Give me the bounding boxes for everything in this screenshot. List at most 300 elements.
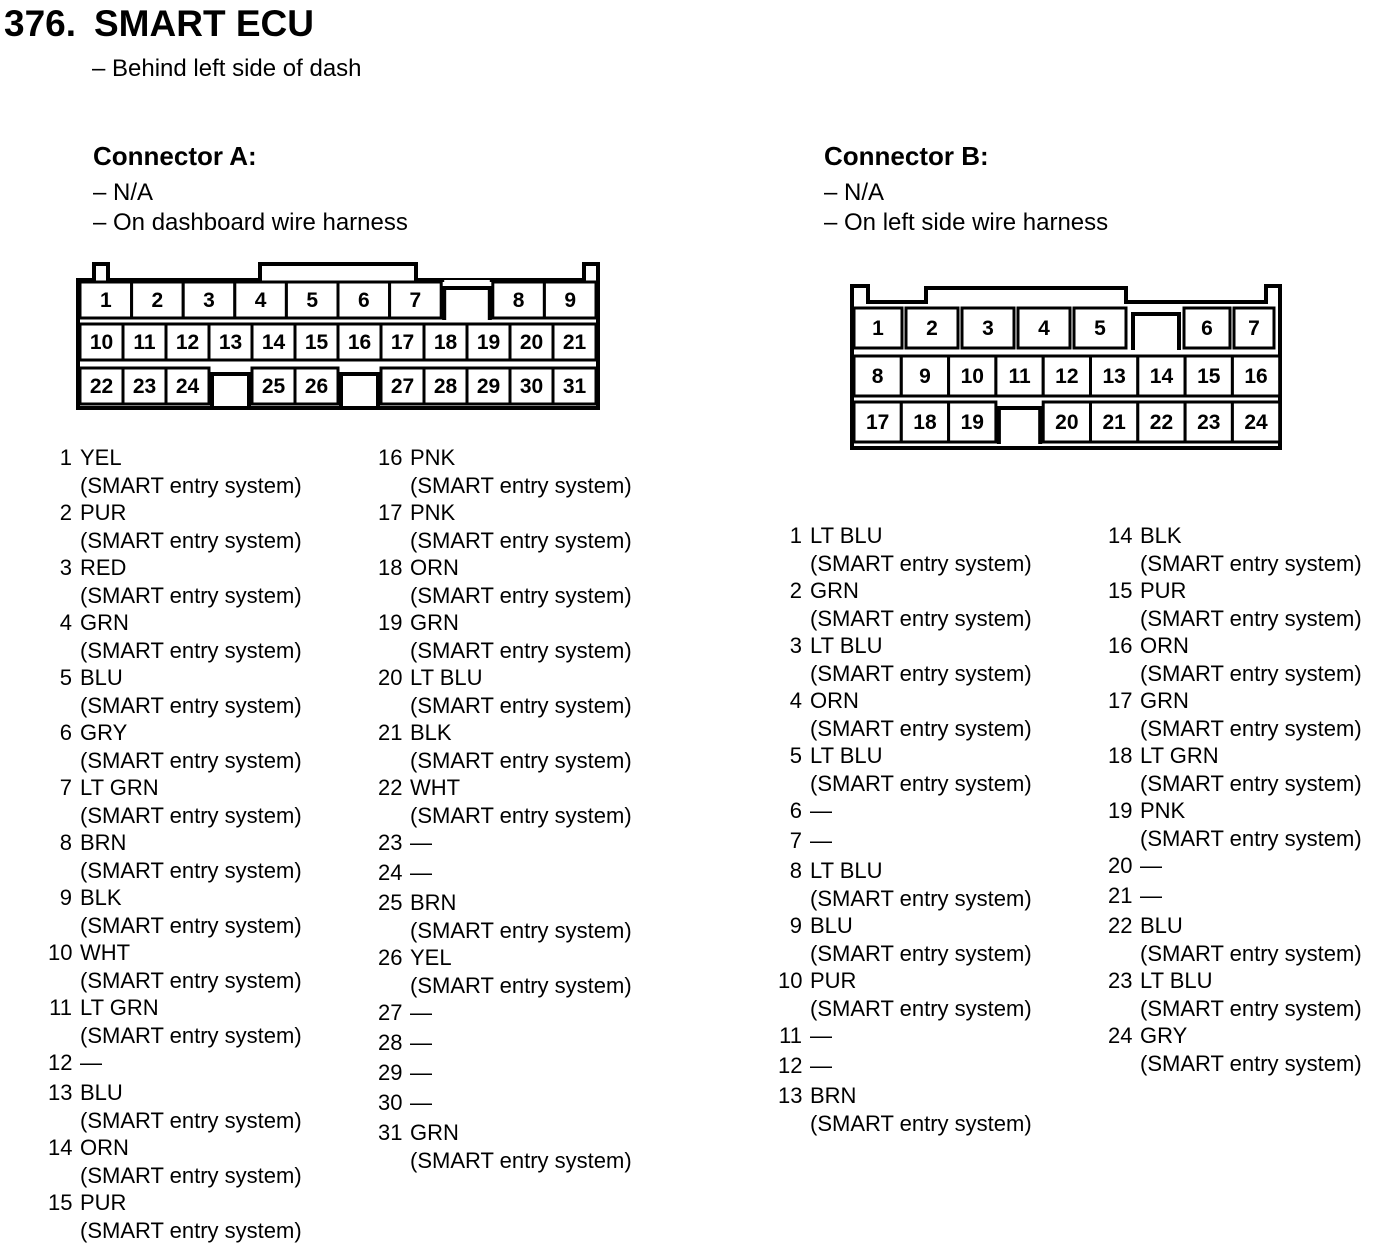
connector-a-pin-description: (SMART entry system) [80,637,302,663]
connector-a-pin-number: 14 [48,1135,73,1160]
connector-b-pin-entry [778,577,1078,632]
connector-a-pin-entry [378,444,678,499]
connector-a-pin-entry [378,609,678,664]
connector-a-pin-entry [378,1029,678,1057]
connector-b-wire-color: LT BLU [810,523,883,548]
connector-a-pin-number: 24 [175,375,200,398]
connector-b-pin-number: 19 [1108,798,1133,823]
connector-a-pin-line [378,499,678,527]
connector-b-pin-number: 20 [1108,853,1133,878]
connector-a-pin-description: (SMART entry system) [80,967,302,993]
connector-a-wire-color: YEL [80,445,122,470]
connector-b-pin-entry [778,632,1078,687]
connector-a-pin-number: 18 [433,331,458,354]
connector-b-pin-entry [1108,882,1392,910]
connector-a-wire-color: — [80,1050,102,1075]
connector-b-wire-color: ORN [1140,633,1189,658]
connector-b-pin-number: 11 [1008,365,1031,388]
connector-b-wire-color: LT BLU [1140,968,1213,993]
connector-a-pin-number: 21 [562,331,587,354]
connector-a-pin-number: 15 [48,1190,73,1215]
connector-a-pin-line [378,944,678,972]
connector-b-wire-color: PUR [810,968,857,993]
connector-a-pin-number: 11 [49,995,72,1020]
connector-b-wire-color: BLU [810,913,853,938]
connector-a-pin-number: 8 [59,830,72,855]
connector-b-pin-description: (SMART entry system) [810,1110,1032,1136]
connector-a-pin-entry [378,944,678,999]
connector-a-pin-description: (SMART entry system) [80,1107,302,1133]
connector-b-pin-entry [778,827,1078,855]
connector-a-pin-entry [378,1059,678,1087]
component-name: SMART ECU [94,3,314,44]
connector-b-pin-line [778,687,1078,715]
connector-a-pin-line [48,719,348,747]
connector-a-pin-number: 4 [59,610,72,635]
connector-a-wire-color: GRN [410,610,459,635]
connector-a-pin-line [48,1079,348,1107]
connector-b-pin-description: (SMART entry system) [1140,660,1362,686]
connector-b-pin-line [1108,882,1392,910]
connector-b-pin-entry [778,912,1078,967]
connector-b-pin-number: 23 [1197,411,1221,434]
connector-a-pin-number: 17 [378,500,403,525]
connector-a-pin-number: 23 [378,830,403,855]
connector-b-pin-entry [1108,797,1392,852]
connector-a-pin-number: 19 [476,331,501,354]
connector-a-wire-color: PNK [410,445,456,470]
connector-a-pin-entry [48,664,348,719]
connector-a-pin-number: 18 [378,555,403,580]
connector-a-pin-description: (SMART entry system) [410,527,632,553]
connector-b-pin-line [778,1052,1078,1080]
connector-a-pin-number: 10 [48,940,73,965]
connector-b-pin-line [778,1022,1078,1050]
connector-a-pin-number: 11 [133,331,156,354]
connector-a-pin-entry [48,499,348,554]
connector-a-wire-color: BLK [410,720,452,745]
connector-a-pin-entry [378,1089,678,1117]
connector-a-wire-color: LT GRN [80,995,159,1020]
connector-a-pin-number: 9 [59,885,72,910]
connector-b-pin-list-right [1108,522,1392,1077]
connector-a-pin-number: 27 [390,375,415,398]
connector-b-wire-color: — [810,1023,832,1048]
connector-a-pin-number: 3 [59,555,72,580]
connector-a-pin-line [378,554,678,582]
connector-a-pin-number: 31 [378,1120,403,1145]
connector-b-wire-color: GRN [1140,688,1189,713]
connector-a-pin-number: 25 [378,890,403,915]
connector-a-wire-color: WHT [80,940,131,965]
connector-b-pin-line [1108,967,1392,995]
connector-a-pin-description: (SMART entry system) [80,1022,302,1048]
connector-b-pin-description: (SMART entry system) [1140,770,1362,796]
connector-a-wire-color: GRN [410,1120,459,1145]
connector-b-pin-line [1108,522,1392,550]
connector-a-pin-number: 6 [59,720,72,745]
connector-b-pin-number: 21 [1108,883,1133,908]
connector-a-pin-number: 15 [304,331,329,354]
connector-a-pin-description: (SMART entry system) [410,582,632,608]
connector-b-pin-number: 15 [1197,365,1221,388]
connector-b-pin-number: 12 [1055,365,1079,388]
connector-a-pin-line [48,1134,348,1162]
connector-b-pin-number: 4 [1038,317,1050,340]
connector-a-pin-description: (SMART entry system) [410,972,632,998]
connector-a-pin-entry [378,999,678,1027]
connector-a-pin-entry [378,774,678,829]
connector-a-pin-description: (SMART entry system) [80,802,302,828]
connector-b-wire-color: GRY [1140,1023,1188,1048]
connector-b-pin-line [778,632,1078,660]
connector-a-pin-entry [48,1079,348,1134]
connector-a-pin-number: 12 [48,1050,73,1075]
connector-a-wire-color: LT GRN [80,775,159,800]
connector-b-pin-number: 12 [778,1053,803,1078]
connector-a-pin-entry [48,829,348,884]
connector-a-pin-number: 5 [306,289,319,312]
connector-a-pin-entry [48,774,348,829]
connector-b-title: Connector B: [824,141,989,171]
connector-a-pin-line [48,829,348,857]
connector-a-pin-line [378,774,678,802]
connector-a-pin-number: 7 [59,775,72,800]
connector-a-pin-number: 13 [218,331,243,354]
connector-b-pin-line [1108,742,1392,770]
connector-a-pin-line [378,889,678,917]
connector-b-pin-entry [778,687,1078,742]
connector-b-pin-number: 1 [872,317,884,340]
connector-a-note-2: – On dashboard wire harness [93,209,408,236]
connector-b-pin-line [778,522,1078,550]
connector-a-pin-line [48,499,348,527]
connector-b-pin-number: 10 [778,968,803,993]
connector-a-pin-number: 31 [562,375,587,398]
connector-a-pin-description: (SMART entry system) [80,857,302,883]
connector-a-wire-color: BRN [410,890,457,915]
connector-a-pin-number: 10 [89,331,114,354]
connector-b-pin-number: 21 [1102,411,1126,434]
connector-b-pin-number: 4 [789,688,802,713]
connector-a-pin-entry [48,1049,348,1077]
connector-a-pin-number: 25 [261,375,286,398]
connector-b-pin-entry [1108,852,1392,880]
connector-b-pin-line [778,797,1078,825]
connector-b-pin-line [778,827,1078,855]
connector-b-pin-description: (SMART entry system) [810,715,1032,741]
connector-a-wire-color: ORN [80,1135,129,1160]
connector-b-pin-line [1108,687,1392,715]
connector-a-pin-line [378,829,678,857]
connector-a-pin-description: (SMART entry system) [410,1147,632,1173]
connector-a-pin-number: 1 [59,445,72,470]
connector-b-pin-line [1108,797,1392,825]
connector-a-note-1: – N/A [93,179,154,206]
connector-b-wire-color: BLU [1140,913,1183,938]
connector-b-pin-number: 6 [789,798,802,823]
connector-b-wire-color: PUR [1140,578,1187,603]
connector-b-pin-line [1108,632,1392,660]
connector-a-pin-line [48,884,348,912]
connector-a-pin-number: 1 [99,289,112,312]
connector-a-pin-description: (SMART entry system) [80,1162,302,1188]
connector-b-wire-color: — [1140,853,1162,878]
connector-a-pin-number: 6 [357,289,370,312]
connector-a-pin-number: 22 [89,375,114,398]
connector-a-pin-number: 28 [433,375,458,398]
connector-a-pin-line [378,719,678,747]
connector-a-pin-number: 26 [304,375,329,398]
connector-a-wire-color: PUR [80,500,127,525]
connector-a-pin-line [48,554,348,582]
connector-a-pin-number: 30 [378,1090,403,1115]
connector-b-wire-color: GRN [810,578,859,603]
connector-b-pin-description: (SMART entry system) [810,605,1032,631]
connector-b-wire-color: LT GRN [1140,743,1219,768]
connector-b-wire-color: — [810,1053,832,1078]
connector-a-pin-line [48,664,348,692]
connector-a-wire-color: LT BLU [410,665,483,690]
connector-b-pin-entry [1108,522,1392,577]
connector-a-pin-grid [78,264,598,408]
connector-b-wire-color: — [1140,883,1162,908]
connector-a-wire-color: YEL [410,945,452,970]
connector-b-pin-entry [778,797,1078,825]
connector-b-pin-description: (SMART entry system) [1140,995,1362,1021]
connector-b-pin-number: 22 [1108,913,1133,938]
connector-b-wire-color: PNK [1140,798,1186,823]
connector-b-wire-color: BRN [810,1083,857,1108]
component-number: 376. [4,3,77,44]
connector-a-wire-color: GRY [80,720,128,745]
connector-b-pin-line [778,912,1078,940]
connector-a-pin-number: 14 [261,331,286,354]
connector-a-pin-line [48,1049,348,1077]
connector-a-pin-entry [48,1134,348,1189]
connector-b-pin-entry [1108,912,1392,967]
connector-b-pin-number: 16 [1244,365,1268,388]
connector-b-pin-entry [1108,742,1392,797]
connector-a-pin-number: 13 [48,1080,73,1105]
connector-a-pin-entry [378,1119,678,1174]
connector-b-pin-line [1108,1022,1392,1050]
connector-b-pin-number: 17 [865,411,890,434]
connector-a-wire-color: — [410,1000,432,1025]
connector-b-pin-number: 8 [789,858,802,883]
connector-b-pin-description: (SMART entry system) [810,995,1032,1021]
connector-a-pin-description: (SMART entry system) [80,692,302,718]
connector-a-pin-description: (SMART entry system) [410,472,632,498]
connector-a-pin-number: 22 [378,775,403,800]
connector-b-pin-number: 9 [789,913,802,938]
connector-a-pin-line [378,1059,678,1087]
connector-a-wire-color: — [410,1060,432,1085]
connector-a-pin-entry [378,719,678,774]
connector-b-pin-number: 7 [789,828,802,853]
connector-a-wire-color: — [410,1090,432,1115]
connector-b-pin-description: (SMART entry system) [1140,825,1362,851]
connector-b-pin-grid [852,286,1280,448]
connector-b-pin-entry [778,967,1078,1022]
connector-a-wire-color: GRN [80,610,129,635]
connector-a-pin-description: (SMART entry system) [80,1217,302,1243]
connector-b-pin-number: 16 [1108,633,1133,658]
connector-a-pin-line [48,1189,348,1217]
connector-b-pin-number: 6 [1201,317,1213,340]
connector-b-wire-color: — [810,798,832,823]
connector-b-pin-description: (SMART entry system) [1140,550,1362,576]
connector-a-pin-entry [378,829,678,857]
connector-b-pin-entry [778,1052,1078,1080]
connector-a-pin-line [378,999,678,1027]
connector-a-pin-description: (SMART entry system) [80,527,302,553]
connector-b-pin-entry [778,1082,1078,1137]
connector-b-pin-description: (SMART entry system) [1140,940,1362,966]
connector-a-pin-number: 3 [203,289,215,312]
connector-a-pin-line [48,939,348,967]
connector-b-pin-list-left [778,522,1078,1137]
connector-b-wire-color: LT BLU [810,858,883,883]
connector-b-pin-line [778,857,1078,885]
connector-a-pin-number: 21 [378,720,403,745]
connector-b-pin-number: 13 [1102,365,1126,388]
connector-b-pin-line [778,1082,1078,1110]
connector-b-pin-number: 8 [871,365,884,388]
connector-a-pin-number: 29 [378,1060,403,1085]
connector-a-pin-entry [48,609,348,664]
connector-a-pin-line [48,994,348,1022]
connector-b-pin-number: 5 [1094,317,1106,340]
connector-a-wire-color: ORN [410,555,459,580]
connector-b-pin-entry [1108,577,1392,632]
connector-a-wire-color: — [410,860,432,885]
connector-a-pin-line [378,1119,678,1147]
connector-a-diagram [70,258,610,418]
connector-a-pin-line [378,1029,678,1057]
connector-b-pin-number: 17 [1108,688,1133,713]
connector-b-pin-description: (SMART entry system) [1140,605,1362,631]
connector-b-wire-color: ORN [810,688,859,713]
connector-a-pin-list-right [378,444,678,1174]
connector-b-pin-entry [778,522,1078,577]
connector-a-pin-entry [378,664,678,719]
connector-a-wire-color: PNK [410,500,456,525]
connector-a-pin-number: 29 [476,375,501,398]
connector-b-pin-description: (SMART entry system) [1140,715,1362,741]
connector-a-pin-number: 2 [151,289,164,312]
connector-b-pin-entry [1108,1022,1392,1077]
connector-b-pin-entry [778,1022,1078,1050]
connector-a-wire-color: — [410,830,432,855]
connector-b-pin-number: 13 [778,1083,803,1108]
connector-b-pin-description: (SMART entry system) [1140,1050,1362,1076]
connector-a-pin-number: 2 [59,500,72,525]
connector-a-wire-color: BLU [80,1080,123,1105]
connector-b-pin-entry [1108,632,1392,687]
connector-b-note-1: – N/A [824,179,885,206]
connector-b-pin-number: 11 [779,1023,802,1048]
connector-a-pin-entry [48,719,348,774]
connector-a-pin-number: 30 [519,375,544,398]
connector-a-wire-color: BRN [80,830,127,855]
connector-b-pin-number: 18 [913,411,937,434]
connector-a-pin-line [48,444,348,472]
connector-a-pin-line [48,609,348,637]
connector-a-pin-line [48,774,348,802]
connector-a-pin-number: 26 [378,945,403,970]
connector-b-pin-description: (SMART entry system) [810,885,1032,911]
connector-a-pin-number: 8 [512,289,525,312]
connector-a-pin-description: (SMART entry system) [80,582,302,608]
connector-b-pin-number: 3 [982,317,994,340]
connector-b-pin-number: 24 [1244,411,1268,434]
connector-b-pin-number: 24 [1108,1023,1133,1048]
connector-a-pin-entry [378,859,678,887]
connector-a-pin-number: 9 [564,289,577,312]
connector-a-wire-color: BLK [80,885,122,910]
connector-a-pin-description: (SMART entry system) [410,802,632,828]
connector-a-pin-description: (SMART entry system) [80,472,302,498]
connector-b-pin-number: 20 [1055,411,1079,434]
connector-b-pin-number: 14 [1108,523,1133,548]
connector-b-wire-color: LT BLU [810,633,883,658]
connector-b-wire-color: BLK [1140,523,1182,548]
connector-a-pin-line [378,664,678,692]
connector-b-wire-color: — [810,828,832,853]
connector-a-pin-description: (SMART entry system) [410,692,632,718]
connector-a-wire-color: — [410,1030,432,1055]
connector-a-pin-number: 12 [175,331,200,354]
connector-a-pin-description: (SMART entry system) [80,747,302,773]
connector-a-pin-number: 20 [519,331,544,354]
connector-b-pin-line [1108,912,1392,940]
connector-a-pin-entry [48,444,348,499]
connector-a-pin-number: 16 [347,331,372,354]
connector-a-pin-number: 23 [132,375,157,398]
component-location: – Behind left side of dash [92,55,362,82]
connector-a-pin-entry [48,884,348,939]
connector-b-pin-entry [1108,967,1392,1022]
connector-b-pin-entry [778,742,1078,797]
connector-b-pin-number: 2 [789,578,802,603]
connector-b-pin-line [1108,577,1392,605]
connector-a-pin-entry [48,994,348,1049]
connector-b-pin-number: 7 [1248,317,1260,340]
connector-a-wire-color: PUR [80,1190,127,1215]
connector-a-pin-description: (SMART entry system) [410,917,632,943]
connector-a-pin-number: 17 [390,331,415,354]
connector-a-pin-line [378,859,678,887]
connector-a-pin-number: 28 [378,1030,403,1055]
connector-b-pin-line [778,967,1078,995]
connector-a-pin-line [378,1089,678,1117]
connector-b-pin-number: 9 [919,365,931,388]
connector-b-pin-description: (SMART entry system) [810,770,1032,796]
connector-a-pin-entry [378,889,678,944]
connector-b-pin-number: 14 [1149,365,1174,388]
connector-a-pin-number: 24 [378,860,403,885]
connector-a-pin-line [378,444,678,472]
connector-a-pin-entry [378,499,678,554]
connector-a-pin-line [378,609,678,637]
connector-b-pin-number: 23 [1108,968,1133,993]
connector-a-title: Connector A: [93,141,257,171]
connector-b-pin-number: 10 [960,365,984,388]
page-title [4,2,314,46]
connector-b-pin-number: 3 [789,633,802,658]
connector-a-pin-entry [48,554,348,609]
